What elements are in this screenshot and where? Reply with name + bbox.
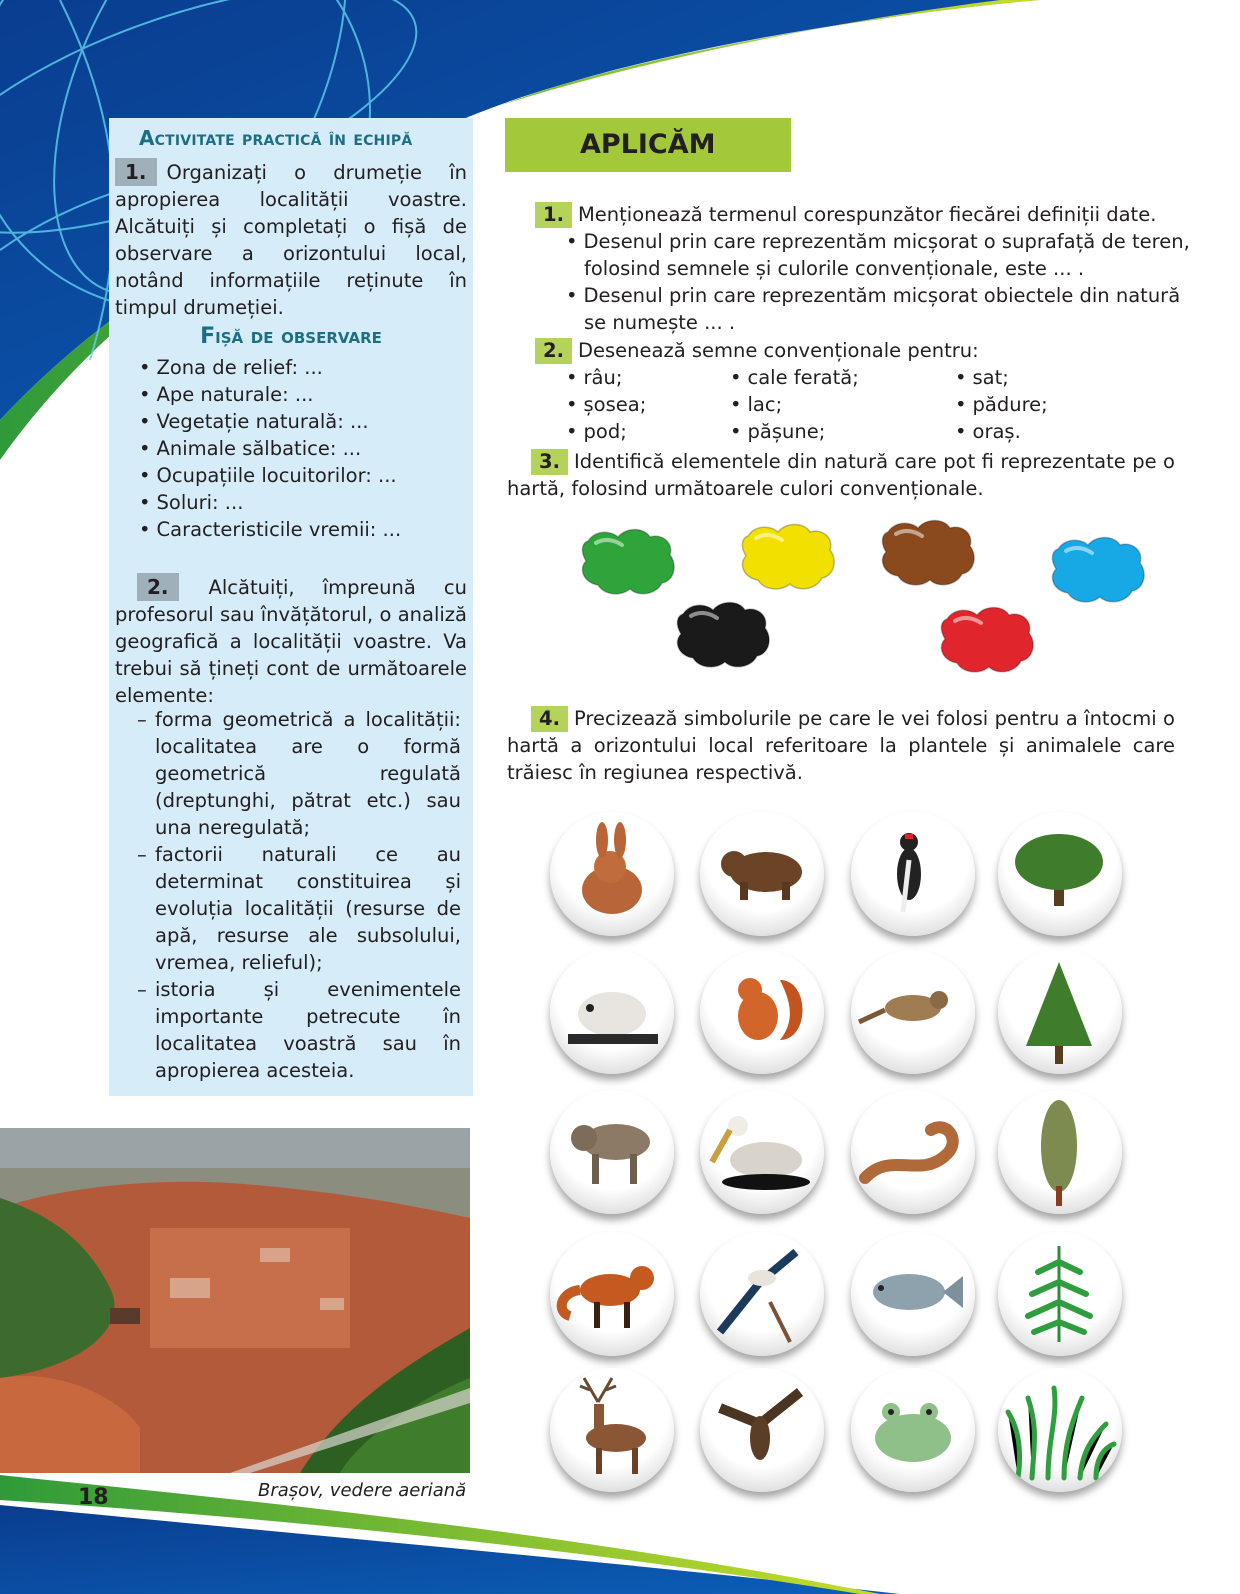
blue-color-blob (1048, 535, 1148, 607)
item-number-badge: 2. (137, 573, 179, 601)
wolf-icon (550, 1090, 674, 1214)
question-4-text: Precizează simbolurile pe care le vei folosi pentru a întocmi o hartă a orizontului local referitoare la plantele și animalele care trăiesc în regiunea respectivă. (507, 707, 1175, 784)
observation-item: • Ocupațiile locuitorilor: ... (139, 462, 401, 489)
frog-icon (851, 1368, 975, 1492)
fir-tree-icon (998, 950, 1122, 1074)
symbol-term: • șosea; (566, 391, 646, 418)
analysis-elements-list (137, 706, 461, 1084)
question-1-bullet-2-text: Desenul prin care reprezentăm micșorat obiectele din natură se numește ... . (583, 284, 1181, 334)
observation-item: • Caracteristicile vremii: ... (139, 516, 401, 543)
deer-icon (550, 1368, 674, 1492)
question-number-badge: 4. (531, 706, 568, 732)
analysis-element: – factorii naturali ce au determinat constituirea și evoluția localității (resurse de apă, resurse ale subsolului, vremea, relieful); (137, 841, 461, 976)
observation-sheet-title: Fișă de observare (200, 324, 382, 349)
question-number-badge: 3. (531, 449, 568, 475)
question-number-badge: 1. (535, 202, 572, 228)
symbol-term: • pădure; (955, 391, 1048, 418)
red-color-blob (937, 605, 1037, 677)
section-header-aplicam: APLICĂM (505, 118, 791, 172)
question-3-text: Identifică elementele din natură care pot fi reprezentate pe o hartă, folosind următoarele culori convenționale. (507, 450, 1175, 500)
symbol-list-column-3 (955, 364, 1048, 445)
symbol-term: • pășune; (730, 418, 859, 445)
poplar-tree-icon (998, 1090, 1122, 1214)
question-1 (535, 201, 1175, 228)
question-1-bullet-2 (566, 282, 1192, 336)
brasov-aerial-photo (0, 1128, 470, 1473)
observation-item: • Vegetație naturală: ... (139, 408, 401, 435)
activity-item-1-text: Organizați o drumeție în apropierea localității voastre. Alcătuiți și completați o fișă de observare a orizontului local, notând informațiile reținute în timpul drumeției. (115, 161, 467, 319)
question-number-badge: 2. (535, 338, 572, 364)
symbol-list-column-2 (730, 364, 859, 445)
yellow-color-blob (738, 522, 838, 594)
observation-item: • Zona de relief: ... (139, 354, 401, 381)
question-1-bullet-1-text: Desenul prin care reprezentăm micșorat o suprafață de teren, folosind semnele și culorile convenționale, este ... . (583, 230, 1190, 280)
question-1-bullet-1 (566, 228, 1192, 282)
practical-activity-box (109, 118, 473, 1096)
pelican-icon (700, 1090, 824, 1214)
observation-item: • Soluri: ... (139, 489, 401, 516)
item-number-badge: 1. (115, 158, 157, 186)
photo-caption: Brașov, vedere aeriană (258, 1480, 467, 1501)
fern-icon (998, 1232, 1122, 1356)
bear-icon (700, 812, 824, 936)
symbol-term: • sat; (955, 364, 1048, 391)
rabbit-icon (550, 812, 674, 936)
activity-item-2-text: Alcătuiți, împreună cu profesorul sau învățătorul, o analiză geografică a localității voastre. Va trebui să țineți cont de următoarele elemente: (115, 576, 467, 707)
sparrow-icon (851, 950, 975, 1074)
question-1-text: Menționează termenul corespunzător fiecărei definiții date. (577, 203, 1157, 226)
question-3 (507, 448, 1175, 502)
activity-title: Activitate practică în echipă (139, 126, 413, 150)
symbol-term: • lac; (730, 391, 859, 418)
question-2-text: Desenează semne convenționale pentru: (577, 339, 979, 362)
question-4 (507, 705, 1175, 786)
question-2 (535, 337, 1175, 364)
analysis-element: – istoria și evenimentele importante petrecute în localitatea voastră sau în apropierea acesteia. (137, 976, 461, 1084)
analysis-element: – forma geometrică a localității: localitatea are o formă geometrică regulată (dreptunghi, pătrat etc.) sau una neregulată; (137, 706, 461, 841)
observation-sheet-list (139, 354, 401, 543)
grass-icon (998, 1368, 1122, 1492)
page-number: 18 (78, 1485, 109, 1510)
activity-item-2 (115, 573, 467, 709)
woodpecker-icon (851, 812, 975, 936)
symbol-term: • cale ferată; (730, 364, 859, 391)
symbol-term: • râu; (566, 364, 646, 391)
observation-item: • Ape naturale: ... (139, 381, 401, 408)
squirrel-icon (700, 950, 824, 1074)
eagle-icon (700, 1368, 824, 1492)
brown-color-blob (878, 518, 978, 590)
snake-icon (851, 1090, 975, 1214)
fish-icon (851, 1232, 975, 1356)
oak-tree-icon (998, 812, 1122, 936)
green-color-blob (578, 527, 678, 599)
fox-icon (550, 1232, 674, 1356)
symbol-term: • pod; (566, 418, 646, 445)
symbol-term: • oraș. (955, 418, 1048, 445)
hamster-icon (550, 950, 674, 1074)
observation-item: • Animale sălbatice: ... (139, 435, 401, 462)
activity-item-1 (115, 158, 467, 321)
swallow-icon (700, 1232, 824, 1356)
black-color-blob (673, 600, 773, 672)
symbol-list-column-1 (566, 364, 646, 445)
